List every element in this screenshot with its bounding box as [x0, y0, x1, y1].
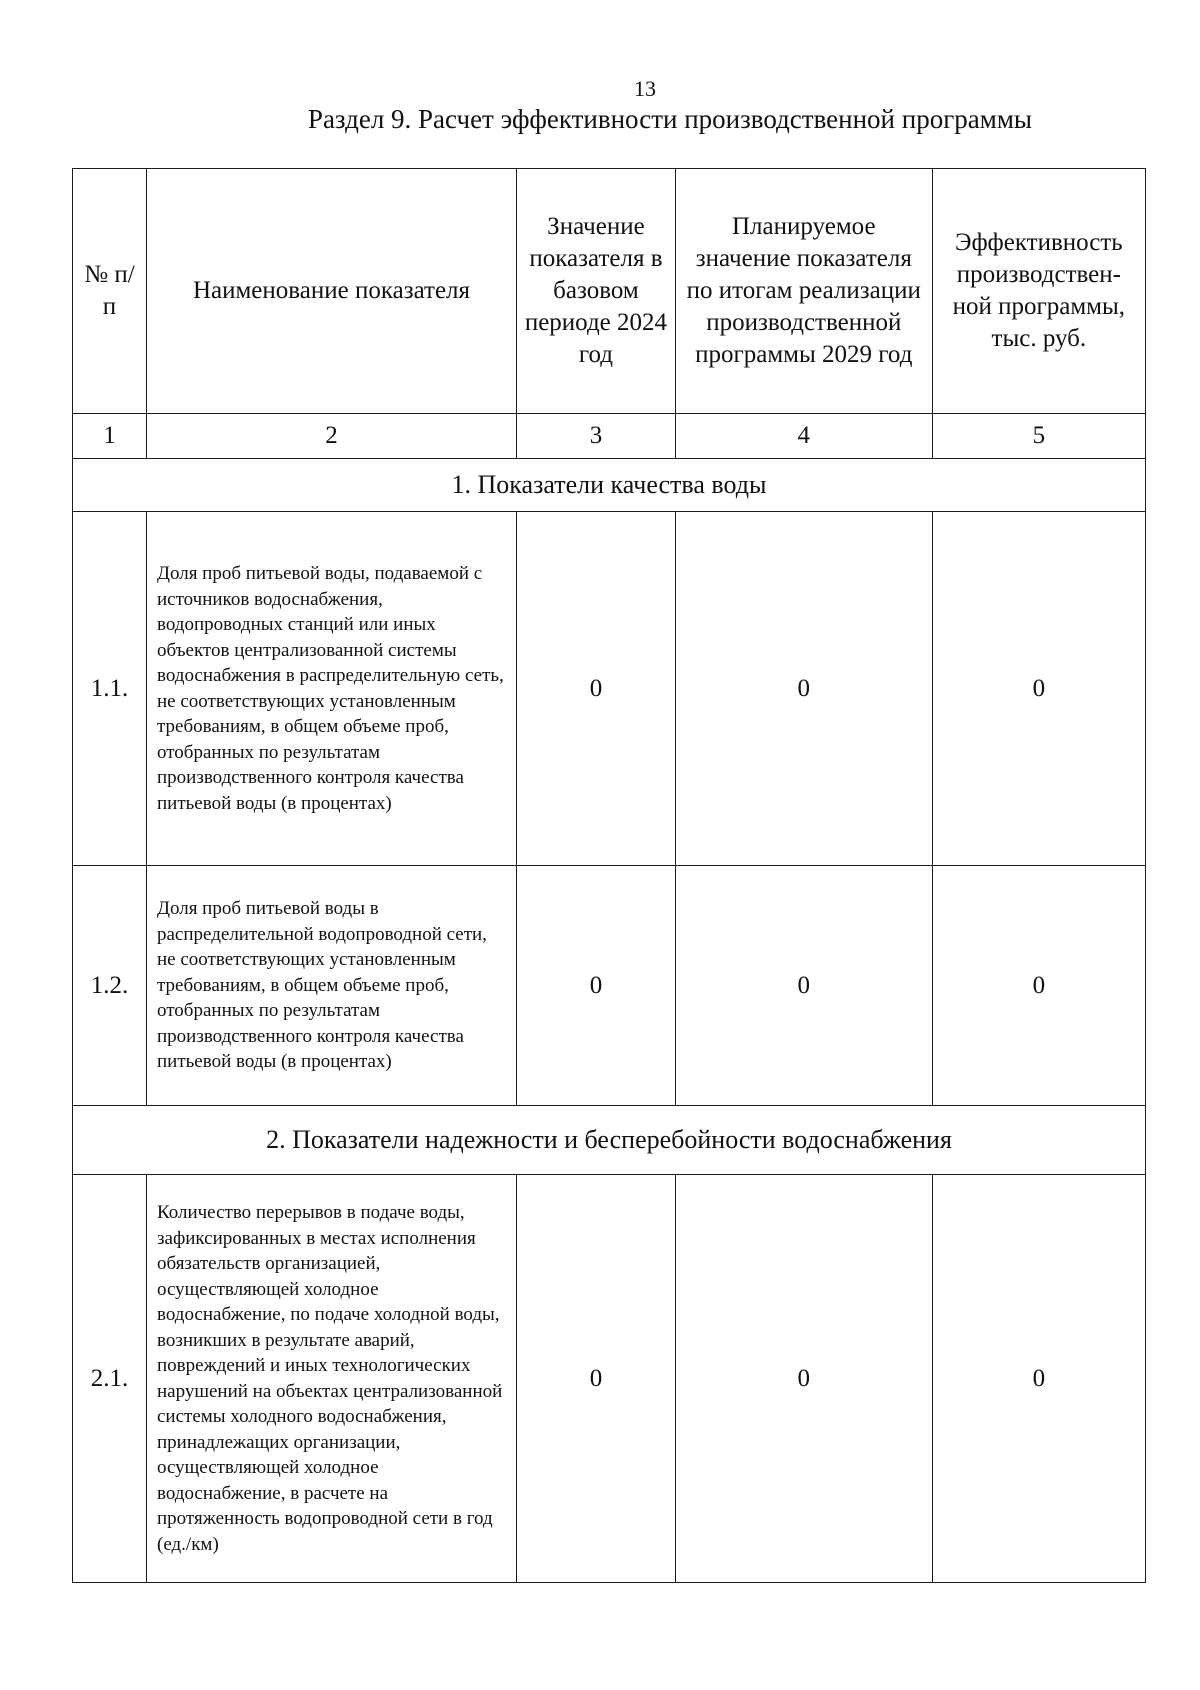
column-number-row — [73, 414, 1146, 459]
section-title: Раздел 9. Расчет эффективности производственной программы — [307, 104, 1033, 134]
table-header-row — [73, 169, 1146, 414]
indicator-name: Количество перерывов в подаче воды, зафиксированных в местах исполнения обязательств организацией, осуществляющей холодное водоснабжение, по подаче холодной воды, возникших в результате аварий, повреждений и иных технологических нарушений на объектах централизованной системы холодного водоснабжения, принадлежащих организации, осуществляющей холодное водоснабжение, в расчете на протяженность водопроводной сети в год (ед./км) — [147, 1175, 517, 1583]
efficiency-value: 0 — [932, 866, 1145, 1106]
indicator-name: Доля проб питьевой воды, подаваемой с источников водоснабжения, водопроводных станций или иных объектов централизованной системы водоснабжения в распределительную сеть, не соответствующих установленным требованиям, в общем объеме проб, отобранных по результатам производственного контроля качества питьевой воды (в процентах) — [147, 512, 517, 866]
row-number: 2.1. — [73, 1175, 147, 1583]
header-cell-planned: Планируемое значение показателя по итогам реализации производственной программы 2029 год — [675, 169, 932, 414]
column-number-cell: 2 — [147, 414, 517, 459]
efficiency-value: 0 — [932, 512, 1145, 866]
efficiency-value: 0 — [932, 1175, 1145, 1583]
section-title-cell: 2. Показатели надежности и бесперебойности водоснабжения — [73, 1106, 1146, 1175]
header-cell-num: № п/п — [73, 169, 147, 414]
base-value: 0 — [517, 866, 676, 1106]
column-number-cell: 5 — [932, 414, 1145, 459]
table-row — [73, 512, 1146, 866]
row-number: 1.2. — [73, 866, 147, 1106]
page-number: 13 — [634, 76, 656, 101]
indicator-name: Доля проб питьевой воды в распределительной водопроводной сети, не соответствующих установленным требованиям, в общем объеме проб, отобранных по результатам производственного контроля качества питьевой воды (в процентах) — [147, 866, 517, 1106]
column-number-cell: 4 — [675, 414, 932, 459]
table-row — [73, 1175, 1146, 1583]
efficiency-table — [72, 168, 1146, 1583]
row-number: 1.1. — [73, 512, 147, 866]
column-number-cell: 1 — [73, 414, 147, 459]
header-cell-name: Наименование показателя — [147, 169, 517, 414]
section-title-cell: 1. Показатели качества воды — [73, 459, 1146, 512]
planned-value: 0 — [675, 866, 932, 1106]
planned-value: 0 — [675, 1175, 932, 1583]
base-value: 0 — [517, 512, 676, 866]
section-row — [73, 1106, 1146, 1175]
section-row — [73, 459, 1146, 512]
planned-value: 0 — [675, 512, 932, 866]
header-cell-base: Значение показателя в базовом периоде 2024 год — [517, 169, 676, 414]
header-cell-efficiency: Эффективность производствен-ной программы, тыс. руб. — [932, 169, 1145, 414]
table-row — [73, 866, 1146, 1106]
base-value: 0 — [517, 1175, 676, 1583]
column-number-cell: 3 — [517, 414, 676, 459]
